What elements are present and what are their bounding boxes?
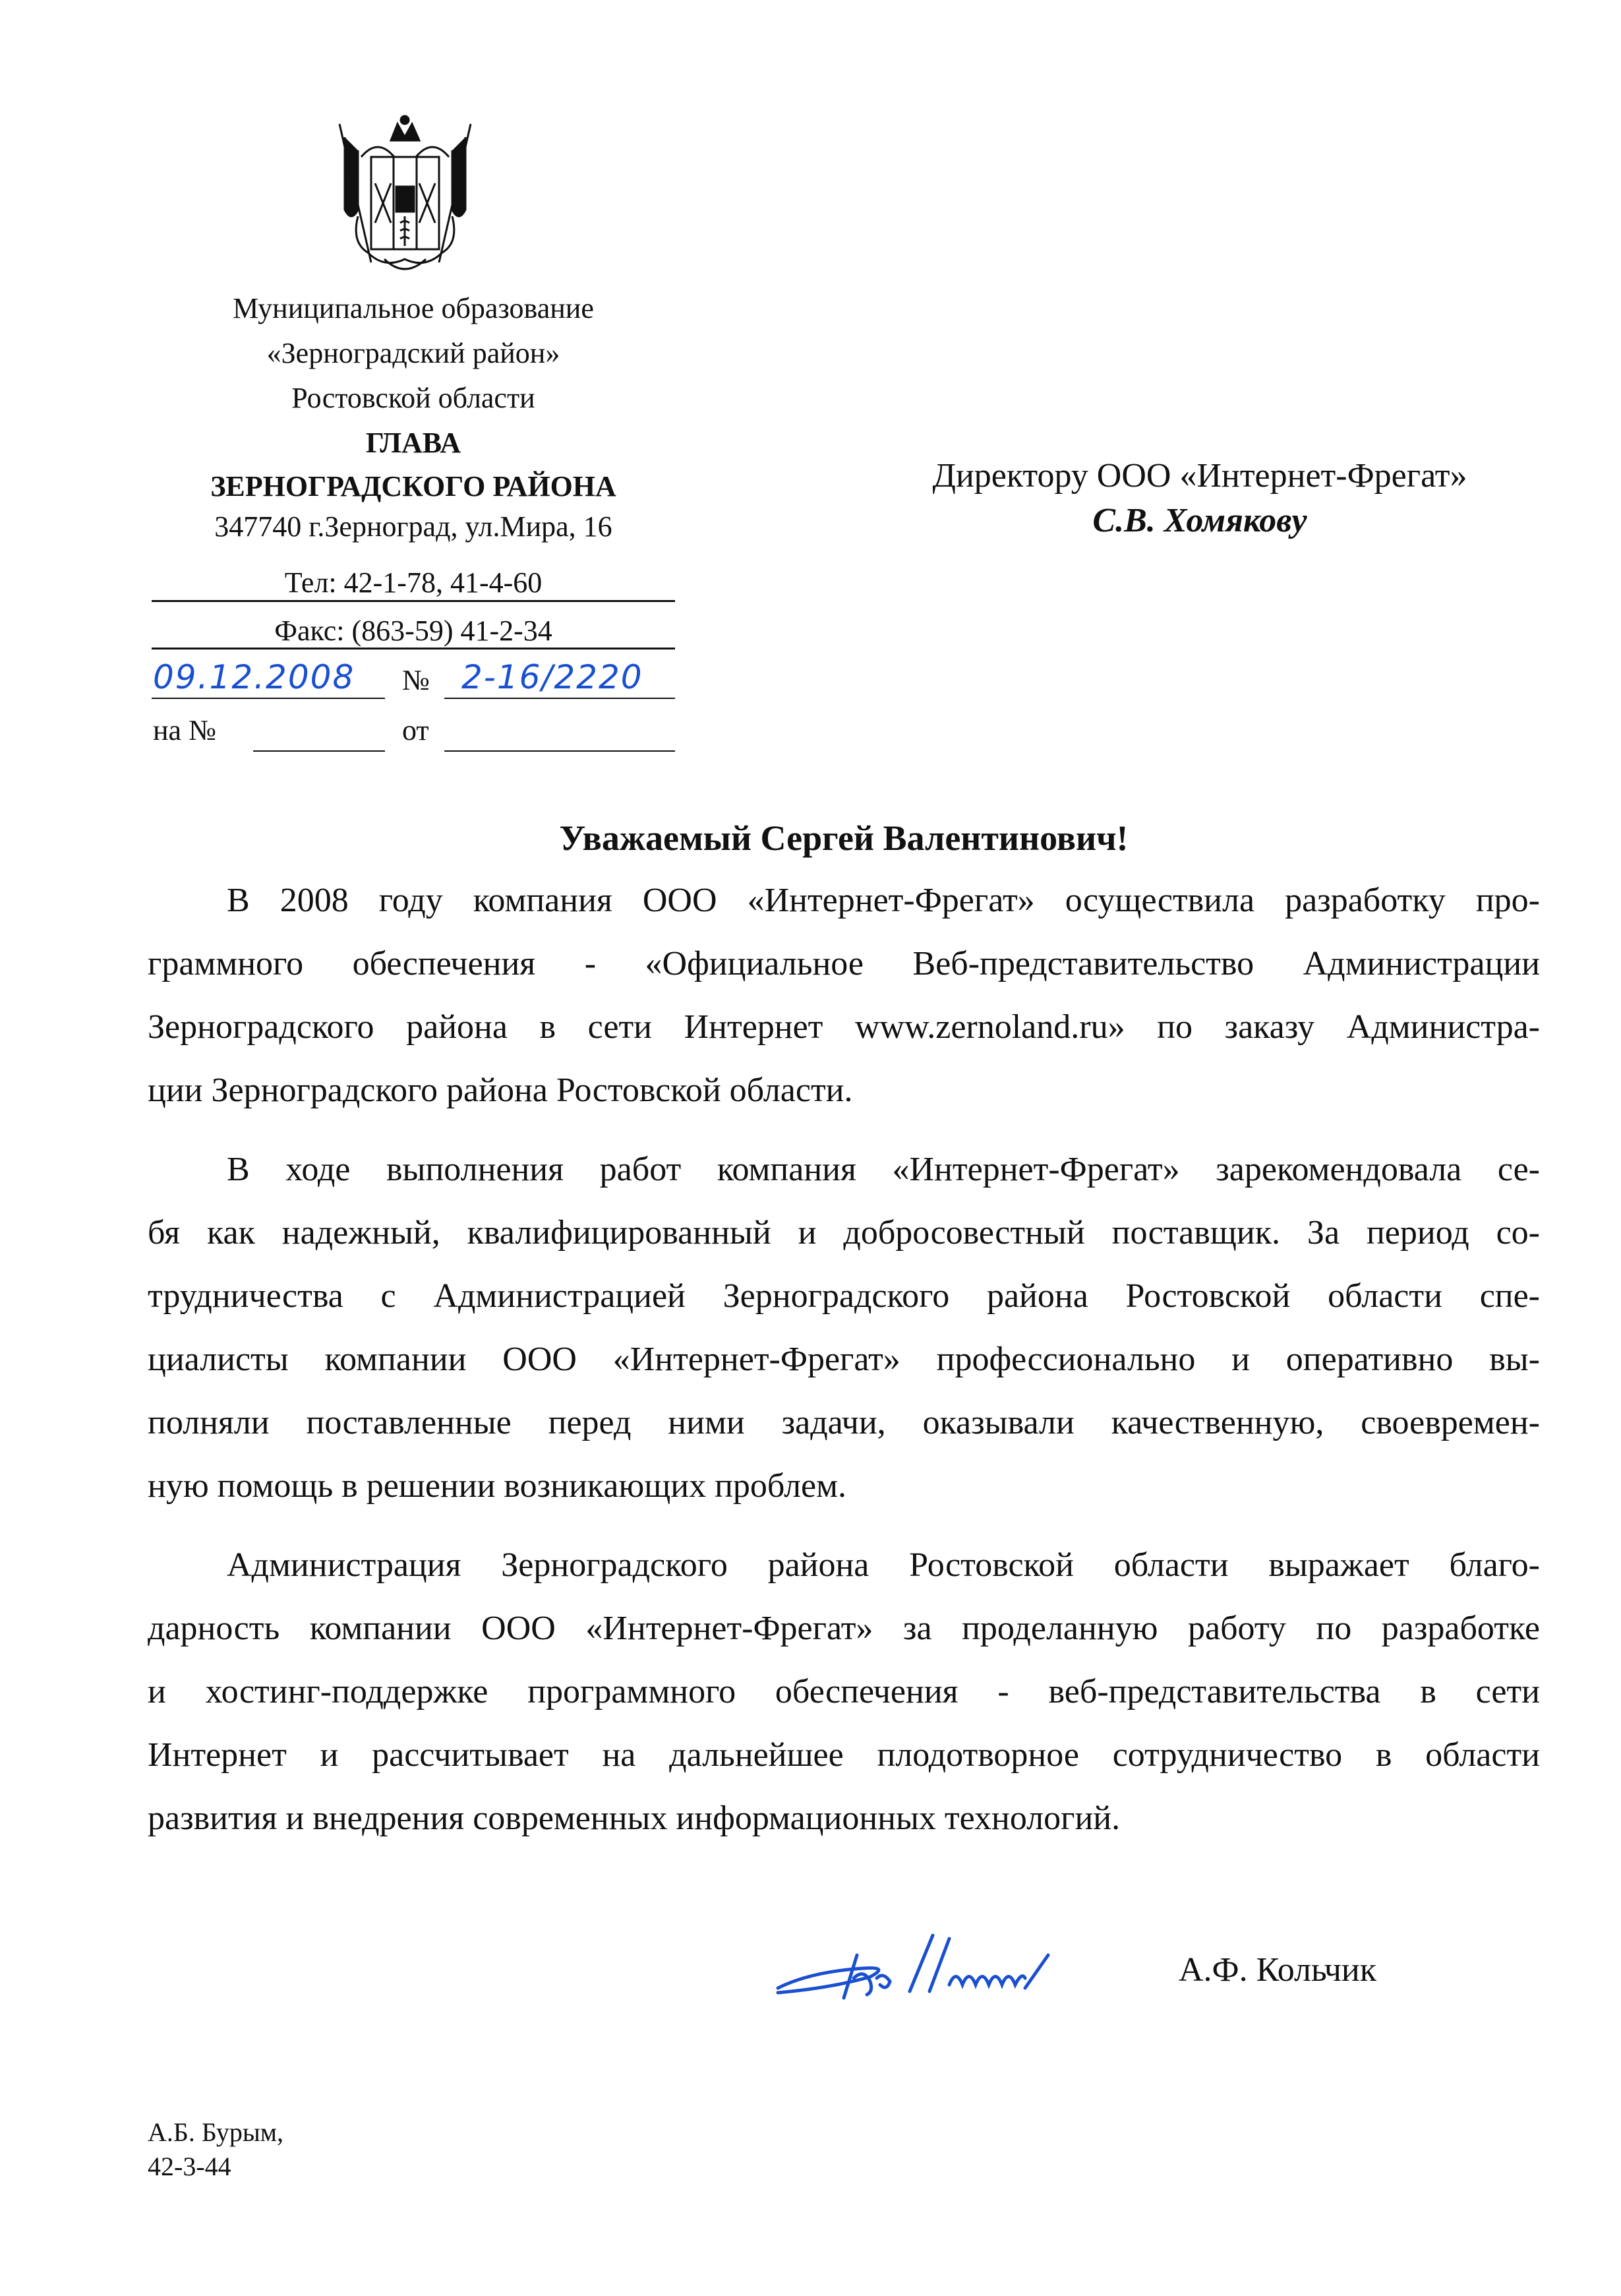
signature-icon [771,1932,1140,2005]
reply-number-blank [253,750,385,752]
title-line2: ЗЕРНОГРАДСКОГО РАЙОНА [210,470,616,502]
reply-to-label: на № [153,714,217,746]
handwritten-signature [771,1932,1140,2005]
signer-name: А.Ф. Кольчик [1179,1951,1376,1989]
body-line: ную помощь в решении возникающих проблем. [148,1467,847,1505]
outgoing-number-handwritten: 2-16/2220 [461,658,643,696]
org-name-line3: Ростовской области [291,382,535,414]
body-line: В 2008 году компания ООО «Интернет-Фрегат» осуществила разработку про- [227,882,1540,919]
outgoing-date-handwritten: 09.12.2008 [153,658,355,696]
body-line: Зерноградского района в сети Интернет www.zernoland.ru» по заказу Администра- [148,1008,1540,1046]
body-line: бя как надежный, квалифицированный и добросовестный поставщик. За период со- [148,1214,1540,1252]
header-divider [152,600,675,602]
title-line1: ГЛАВА [365,427,461,459]
body-line: дарность компании ООО «Интернет-Фрегат» за проделанную работу по разработке [148,1610,1540,1647]
org-address: 347740 г.Зерноград, ул.Мира, 16 [214,510,612,543]
number-underline [444,698,675,699]
body-line: ции Зерноградского района Ростовской области. [148,1072,853,1109]
body-line: Администрация Зерноградского района Ростовской области выражает благо- [227,1546,1540,1584]
org-name-line2: «Зерноградский район» [266,337,560,369]
emblem-icon [332,111,479,281]
paragraph-1 [148,869,1540,1122]
paragraph-2 [148,1138,1540,1518]
org-name-line1: Муниципальное образование [233,292,594,324]
body-line: граммного обеспечения - «Официальное Веб-представительство Администрации [148,945,1540,982]
header-divider [152,648,675,650]
date-underline [152,698,385,699]
body-line: полняли поставленные перед ними задачи, оказывали качественную, своевремен- [148,1404,1540,1441]
body-line: и хостинг-поддержке программного обеспечения - веб-представительства в сети [148,1673,1540,1710]
paragraph-3 [148,1534,1540,1850]
coat-of-arms-emblem [332,111,479,281]
addressee-position: Директору ООО «Интернет-Фрегат» [932,457,1467,495]
org-phone: Тел: 42-1-78, 41-4-60 [284,566,543,599]
number-label: № [402,664,430,696]
letter-body [148,869,1540,1850]
addressee-name: С.В. Хомякову [1092,502,1307,539]
letter-greeting: Уважаемый Сергей Валентинович! [559,818,1129,858]
executor-phone: 42-3-44 [148,2152,231,2181]
body-line: Интернет и рассчитывает на дальнейшее плодотворное сотрудничество в области [148,1736,1540,1774]
reply-date-blank [444,750,675,752]
executor-name: А.Б. Бурым, [148,2117,284,2147]
body-line: трудничества с Администрацией Зерноградского района Ростовской области спе- [148,1277,1540,1315]
body-line: развития и внедрения современных информационных технологий. [148,1799,1121,1837]
body-line: В ходе выполнения работ компания «Интернет-Фрегат» зарекомендовала се- [227,1151,1540,1188]
body-line: циалисты компании ООО «Интернет-Фрегат» профессионально и оперативно вы- [148,1341,1540,1378]
org-fax: Факс: (863-59) 41-2-34 [274,615,552,647]
from-label: от [402,714,429,746]
